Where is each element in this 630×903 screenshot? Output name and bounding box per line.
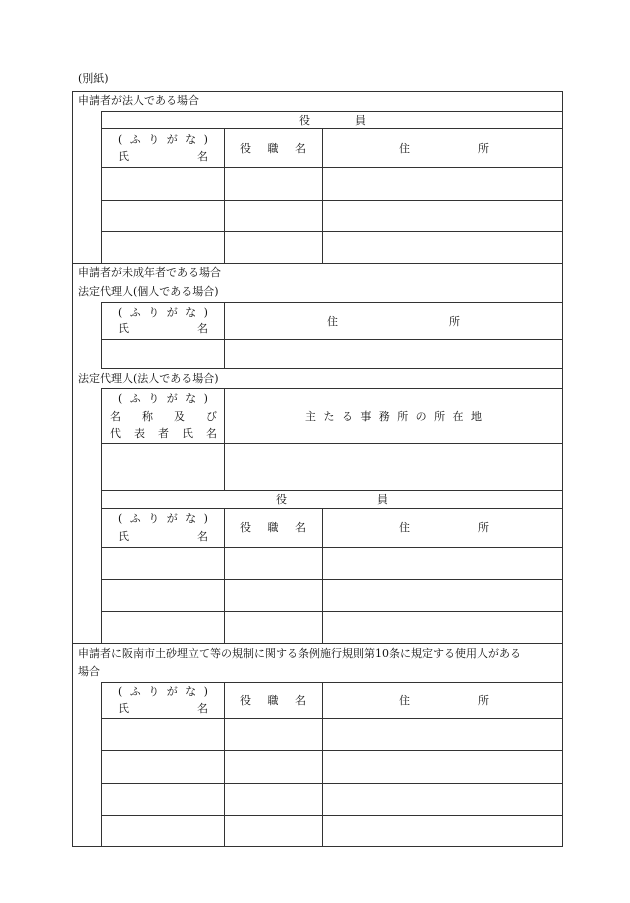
address-char: 住 <box>327 315 338 328</box>
furigana-char: り <box>148 133 160 146</box>
position-char: 名 <box>295 142 306 155</box>
corporation-section-title: 申請者が法人である場合 <box>78 94 199 107</box>
corporate-rep-title: 法定代理人(法人である場合) <box>78 372 219 385</box>
office-char: 主 <box>305 410 316 423</box>
furigana-char: な <box>185 685 197 698</box>
table-line <box>101 718 563 719</box>
furigana-char: が <box>166 392 178 405</box>
furigana-char: ふ <box>129 685 141 698</box>
position-char: 職 <box>267 521 279 534</box>
name-header <box>118 322 208 335</box>
office-char: 地 <box>470 410 482 423</box>
furigana-header <box>118 512 208 525</box>
address-header <box>399 521 489 534</box>
address-char: 所 <box>449 315 460 328</box>
furigana-char: り <box>148 685 160 698</box>
furigana-char: ( <box>118 306 123 319</box>
table-line <box>101 490 563 491</box>
furigana-char: ) <box>203 392 208 405</box>
officers-header <box>276 493 388 506</box>
furigana-char: ) <box>203 685 208 698</box>
address-char: 住 <box>399 694 410 707</box>
table-line <box>101 167 563 168</box>
rep-name-char: 代 <box>110 427 121 440</box>
office-char: 務 <box>378 410 390 423</box>
officers-char: 員 <box>355 114 366 127</box>
position-title-header <box>240 521 306 534</box>
furigana-char: が <box>166 512 178 525</box>
corp-name-char: び <box>206 410 217 423</box>
table-line <box>224 388 225 490</box>
rep-name-header <box>110 427 217 440</box>
frame-top <box>72 91 563 92</box>
furigana-char: り <box>148 512 160 525</box>
furigana-header <box>118 685 208 698</box>
office-char: 在 <box>452 410 464 423</box>
office-char: 事 <box>360 410 372 423</box>
table-line <box>224 682 225 846</box>
section-divider-employee <box>72 643 563 644</box>
office-char: た <box>323 410 335 423</box>
position-title-header <box>240 694 306 707</box>
table-line <box>101 750 563 751</box>
table-line <box>101 302 563 303</box>
furigana-char: ふ <box>129 512 141 525</box>
furigana-char: ふ <box>129 306 141 319</box>
rep-name-char: 氏 <box>182 427 193 440</box>
name-header <box>118 150 208 163</box>
table-line <box>101 783 563 784</box>
furigana-header <box>118 306 208 319</box>
table-line <box>101 111 102 263</box>
name-header <box>118 530 208 543</box>
name-header <box>118 702 208 715</box>
office-char: 所 <box>397 410 409 423</box>
position-char: 名 <box>295 694 306 707</box>
rep-name-char: 名 <box>206 427 217 440</box>
table-line <box>101 368 563 369</box>
furigana-char: ( <box>118 512 123 525</box>
officers-char: 役 <box>276 493 287 506</box>
officers-header <box>299 114 366 127</box>
table-line <box>101 815 563 816</box>
rep-name-char: 表 <box>134 427 145 440</box>
name-char: 名 <box>197 322 208 335</box>
address-char: 住 <box>399 142 410 155</box>
address-header <box>399 694 489 707</box>
furigana-char: ( <box>118 392 123 405</box>
table-line <box>224 508 225 643</box>
furigana-char: ( <box>118 133 123 146</box>
table-line <box>322 508 323 643</box>
section-divider-minor <box>72 263 563 264</box>
minor-section-title: 申請者が未成年者である場合 <box>78 266 221 279</box>
name-char: 名 <box>197 150 208 163</box>
furigana-header <box>118 133 208 146</box>
name-char: 名 <box>197 530 208 543</box>
furigana-char: な <box>185 512 197 525</box>
table-line <box>101 547 563 548</box>
corp-name-char: 名 <box>110 410 121 423</box>
office-char: る <box>341 410 353 423</box>
furigana-header <box>118 392 208 405</box>
table-line <box>101 443 563 444</box>
frame-right <box>562 91 563 846</box>
position-char: 名 <box>295 521 306 534</box>
table-line <box>101 579 563 580</box>
position-title-header <box>240 142 306 155</box>
officers-char: 役 <box>299 114 310 127</box>
table-line <box>101 388 563 389</box>
name-char: 氏 <box>118 150 129 163</box>
table-line <box>322 128 323 263</box>
furigana-char: な <box>185 133 197 146</box>
address-header <box>399 142 489 155</box>
address-char: 所 <box>478 142 489 155</box>
name-char: 氏 <box>118 322 129 335</box>
attachment-label: (別紙) <box>78 72 109 85</box>
furigana-char: ふ <box>129 392 141 405</box>
employee-section-title-line1: 申請者に阪南市土砂埋立て等の規制に関する条例施行規則第10条に規定する使用人がある <box>78 647 521 660</box>
address-char: 所 <box>478 694 489 707</box>
address-char: 所 <box>478 521 489 534</box>
furigana-char: り <box>148 392 160 405</box>
name-char: 名 <box>197 702 208 715</box>
furigana-char: が <box>166 685 178 698</box>
office-location-header <box>305 410 482 423</box>
furigana-char: ふ <box>129 133 141 146</box>
table-line <box>101 128 563 129</box>
table-line <box>101 388 102 643</box>
individual-rep-title: 法定代理人(個人である場合) <box>78 285 219 298</box>
address-char: 住 <box>399 521 410 534</box>
corp-name-char: 称 <box>142 410 153 423</box>
table-line <box>101 302 102 368</box>
corp-name-char: 及 <box>174 410 185 423</box>
table-line <box>101 200 563 201</box>
position-char: 役 <box>240 694 251 707</box>
table-line <box>224 128 225 263</box>
position-char: 役 <box>240 521 251 534</box>
address-header <box>327 315 460 328</box>
frame-bottom <box>72 846 563 847</box>
furigana-char: が <box>166 133 178 146</box>
furigana-char: な <box>185 306 197 319</box>
furigana-char: ( <box>118 685 123 698</box>
table-line <box>101 508 563 509</box>
position-char: 職 <box>267 694 279 707</box>
position-char: 役 <box>240 142 251 155</box>
table-line <box>322 682 323 846</box>
table-line <box>101 682 563 683</box>
furigana-char: が <box>166 306 178 319</box>
table-line <box>101 682 102 846</box>
office-char: 所 <box>434 410 446 423</box>
officers-char: 員 <box>377 493 388 506</box>
corp-name-header <box>110 410 217 423</box>
name-char: 氏 <box>118 702 129 715</box>
furigana-char: り <box>148 306 160 319</box>
furigana-char: ) <box>203 306 208 319</box>
name-char: 氏 <box>118 530 129 543</box>
furigana-char: な <box>185 392 197 405</box>
furigana-char: ) <box>203 512 208 525</box>
position-char: 職 <box>267 142 279 155</box>
employee-section-title-line2: 場合 <box>78 665 100 678</box>
frame-left <box>72 91 73 846</box>
table-line <box>101 231 563 232</box>
office-char: の <box>415 410 427 423</box>
table-line <box>101 339 563 340</box>
table-line <box>224 302 225 368</box>
table-line <box>101 611 563 612</box>
furigana-char: ) <box>203 133 208 146</box>
rep-name-char: 者 <box>158 427 169 440</box>
table-line <box>101 111 563 112</box>
